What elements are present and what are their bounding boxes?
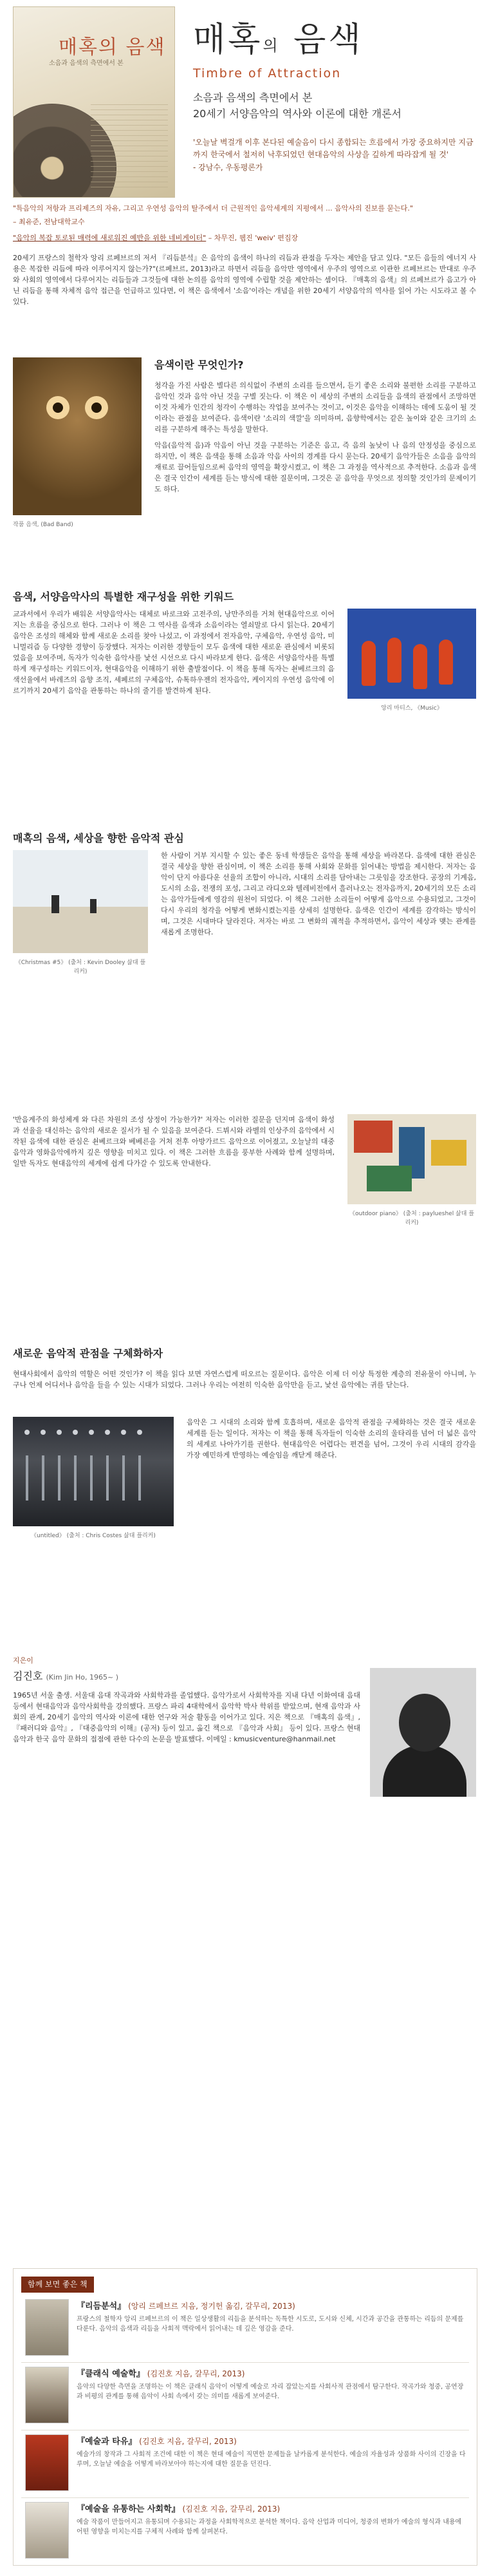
section-harmony-text: '반음계주의 화성체계 와 다른 차원의 조성 상정이 가능한가?' 저자는 이러한 질문을 던지며 음색이 화성과 선율을 대신하는 음악의 새로운 질서가 될 수 있음을 보여준다. 드뷔시와 라벨의 인상주의 음악에서 시작된 음색에 대한 관심은 쇤베르크와 베베른을 거쳐 전후 아방가르드 음악으로 이어졌고, 오늘날의 대중음악과 영화음악에까지 깊은 영향을 미치고 있다. 이 책은 그러한 흐름을 풍부한 사례와 함께 설명하며, 일반 독자도 현대음악의 세계에 쉽게 다가갈 수 있도록 안내한다.	[13, 1115, 335, 1168]
book-subtitle-1: 소음과 음색의 측면에서 본	[193, 91, 313, 104]
book-thumbnail	[25, 2367, 69, 2423]
book-header	[0, 0, 489, 203]
book-title-en: Timbre of Attraction	[193, 66, 342, 80]
outdoor-piano-image	[347, 1114, 476, 1204]
section-timbre	[0, 357, 489, 576]
author-photo	[370, 1668, 476, 1797]
matisse-caption: 앙리 마티스, 《Music》	[381, 705, 443, 712]
header-quote: '오늘날 벽걸개 이후 본다된 예술음이 다시 종합되는 흐름에서 가장 중요하지만 지금까지 한국에서 철저히 낙후되었던 현대음악의 사상을 깊하게 따라잡게 될 것' - 강남수, 우동평론가	[193, 138, 474, 173]
divider	[21, 2497, 469, 2498]
lead-quote-2[interactable]: "음악의 복잡 토로된 매력에 새로워진 예반을 위한 네비게이터"	[13, 234, 207, 243]
matisse-music-image	[347, 609, 476, 699]
cover-title: 매혹의 음색	[59, 36, 166, 59]
section-keyword-text: 교과서에서 우리가 배워온 서양음악사는 대체로 바로크와 고전주의, 낭만주의를 거쳐 현대음악으로 이어지는 흐름을 중심으로 한다. 그러나 이 책은 그 역사를 음색과 소음이라는 열쇠말로 다시 읽는다. 20세기 음악은 조성의 해체와 함께 새로운 소리를 찾아 나섰고, 이 과정에서 전자음악, 구체음악, 우연성 음악, 미니멀리즘 등 다양한 경향이 등장했다. 저자는 이러한 경향들이 모두 음색에 대한 새로운 관심에서 비롯되었음을 보여주며, 독자가 익숙한 음악사를 낯선 시선으로 다시 바라보게 한다. 음색은 서양음악사를 특별하게 재구성하는 키워드이자, 현대음악을 이해하기 위한 출발점이다. 이 책을 통해 독자는 쇤베르크의 음색선율에서 바레즈의 음향 조직, 셰페르의 구체음악, 슈톡하우젠의 전자음악, 케이지의 우연성 음악에 이르기까지 20세기 음악을 관통하는 하나의 줄기를 발견하게 된다.	[13, 610, 335, 696]
lead-quote-2-author: – 차무진, 웹진 'weiv' 편집장	[208, 234, 299, 243]
lead-quote-1: "특음악의 저항과 프리제즈의 자유, 그리고 우연성 음악의 탈주에서 더 근원적인 음악세계의 지평에서 ... 음악사의 진보를 묻는다."	[13, 204, 413, 213]
section-world	[0, 831, 489, 1101]
section-keyword-heading: 음색, 서양음악사의 특별한 재구성을 위한 키워드	[13, 591, 234, 603]
related-books-header: 함께 보면 좋은 책	[21, 2277, 94, 2293]
book-thumbnail	[25, 2502, 69, 2559]
related-book-title[interactable]: 『리듬분석』 (앙리 르페브르 지음, 정기헌 옮김, 갈무리, 2013)	[77, 2302, 295, 2311]
section-perspective-heading: 새로운 음악적 관점을 구체화하자	[13, 1347, 163, 1359]
related-book-desc: 예술가의 창작과 그 사회적 조건에 대한 이 책은 현대 예술이 직면한 문제들을 날카롭게 분석한다. 예술의 자율성과 상품화 사이의 긴장을 다루며, 오늘날 예술을 어떻게 바라보아야 하는지에 대한 질문을 던진다.	[77, 2451, 466, 2468]
lead-quotes	[0, 203, 489, 243]
cover-subtitle: 소음과 음색의 측면에서 본	[49, 60, 124, 67]
studio-caption: 《untitled》 (출처 : Chris Costes 삶대 플리커)	[31, 1533, 156, 1539]
outdoor-piano-caption: 《outdoor piano》 (출처 : paylueshel 삶대 플리커)	[349, 1211, 474, 1226]
author-section	[0, 1655, 489, 1913]
music-score-graphic	[91, 104, 168, 187]
related-book-item[interactable]	[21, 2365, 469, 2425]
section-timbre-text-1: 청각을 가진 사람은 별다른 의식없이 주변의 소리를 들으면서, 듣기 좋은 소리와 불편한 소리를 구분하고 음악인 것과 음악 아닌 것을 구별 짓는다. 이 책은 이 세상의 주변의 소리들을 음색의 관점에서 조망하면 이것 자체가 인간의 청각이 수행하는 작업을 보여주는 것이고, 이것은 음악을 이해하는 데에 도움이 될 것이라는 관점을 보여준다. 음색이란 '소리의 색깔'을 의미하며, 음향학에서는 같은 높이와 같은 크기의 소리를 구분하게 해주는 특성을 말한다.	[154, 381, 476, 433]
related-book-item[interactable]	[21, 2433, 469, 2492]
related-book-title[interactable]: 『클래식 예술학』 (김진호 지음, 갈무리, 2013)	[77, 2369, 245, 2379]
related-book-desc: 예술 작품이 만들어지고 유통되며 수용되는 과정을 사회학적으로 분석한 책이다. 음악 산업과 미디어, 청중의 변화가 예술의 형식과 내용에 어떤 영향을 미치는지를 구체적 사례와 함께 살펴본다.	[77, 2519, 462, 2535]
section-perspective-text-2: 음악은 그 시대의 소리와 함께 호흡하며, 새로운 음악적 관점을 구체화하는 것은 결국 새로운 세계를 듣는 일이다. 저자는 이 책을 통해 독자들이 익숙한 소리의 울타리를 넘어 더 넓은 음악의 세계로 나아가기를 권한다. 현대음악은 어렵다는 편견을 넘어, 그것이 우리 시대의 감각을 가장 예민하게 반영하는 예술임을 깨닫게 해준다.	[187, 1418, 476, 1460]
related-book-title[interactable]: 『예술과 타유』 (김진호 지음, 갈무리, 2013)	[77, 2437, 237, 2447]
section-timbre-text-2: 악음(음악적 음)과 악음이 아닌 것을 구분하는 기준은 음고, 즉 음의 높낮이 나 음의 안정성을 중심으로 하지만, 이 책은 음색을 통해 소음과 악음 사이의 경계를 다시 묻는다. 20세기 음악가들은 소음을 음악의 재료로 끌어들임으로써 음악의 영역을 확장시켰고, 이 책은 그 과정을 역사적으로 추적한다. 소음과 음색은 결국 인간이 세계를 듣는 방식에 대한 질문이며, 그것은 곧 음악을 무엇으로 정의할 것인가의 문제이기도 하다.	[154, 441, 476, 494]
section-perspective-text-1: 현대사회에서 음악의 역할은 어떤 것인가? 이 책을 읽다 보면 자연스럽게 떠오르는 질문이다. 음악은 이제 더 이상 특정한 계층의 전유물이 아니며, 누구나 언제 어디서나 음악을 들을 수 있는 시대가 되었다. 그러나 우리는 여전히 익숙한 음악만을 듣고, 낯선 음악에는 귀를 닫는다.	[13, 1369, 476, 1389]
book-title: 매혹의 음색	[193, 21, 364, 59]
book-thumbnail	[25, 2299, 69, 2356]
christmas-caption: 《Christmas #5》 (출처 : Kevin Dooley 삶대 플리커)	[15, 960, 146, 975]
section-world-heading: 매혹의 음색, 세상을 향한 음악적 관심	[13, 832, 184, 844]
lead-quote-1-author: – 최유준, 전남대학교수	[13, 218, 85, 227]
related-books-box	[13, 2268, 477, 2566]
section-harmony	[0, 1114, 489, 1320]
related-book-desc: 프랑스의 철학자 앙리 르페브르의 이 책은 일상생활의 리듬을 분석하는 독특한 시도로, 도시와 신체, 시간과 공간을 관통하는 리듬의 문제를 다룬다. 음악의 음색과 리듬을 사회적 맥락에서 읽어내는 데 깊은 영감을 준다.	[77, 2316, 464, 2333]
section-perspective	[0, 1346, 489, 1623]
book-cover-image	[13, 6, 175, 198]
section-keyword	[0, 589, 489, 808]
related-book-title[interactable]: 『예술을 유통하는 사회학』 (김진호 지음, 갈무리, 2013)	[77, 2505, 281, 2514]
bad-band-image	[13, 357, 142, 515]
christmas-image	[13, 850, 148, 953]
author-name: 김진호 (Kim Jin Ho, 1965~ )	[13, 1670, 119, 1683]
studio-mixer-image	[13, 1417, 174, 1526]
divider	[21, 2362, 469, 2363]
bad-band-caption: 작품 음색, (Bad Band)	[13, 522, 73, 528]
section-timbre-heading: 음색이란 무엇인가?	[154, 359, 244, 371]
book-thumbnail	[25, 2434, 69, 2491]
intro-section	[0, 252, 489, 307]
author-label: 지은이	[13, 1656, 33, 1665]
related-book-desc: 음악의 다양한 측면을 조명하는 이 책은 클래식 음악이 어떻게 예술로 자리 잡았는지를 사회사적 관점에서 탐구한다. 작곡가와 청중, 공연장과 비평의 관계를 통해 음악이 사회 속에서 갖는 의미를 새롭게 보여준다.	[77, 2383, 464, 2400]
intro-paragraph: 20세기 프랑스의 철학자 앙리 르페브르의 저서 『리듬분석』은 음악의 음색이 하나의 리듬과 관점을 두자는 제안을 담고 있다. "모든 음들의 에너지 사용은 복잡한 리듬에 따라 이루어지지 않는가?"(르페브르, 2013)라고 하면서 리듬을 음악만 영역에서 우주의 영역으로 이관한 르페브르는 반대로 우주와 사회의 영역에서 다루어지는 리듬들과 그것들에 대한 논의를 음악의 영역에 수립할 것을 제안하는 셈이다. 『매혹의 음색』의 르페브르가 음고가 아닌 리듬을 통해 자체적 음악 접근을 언급하고 있다면, 이 책은 음색에서 '소음'이라는 개념을 위한 20세기 서양음악의 역사를 읽어 가는 시도라고 볼 수 있다.	[13, 254, 476, 307]
related-book-item[interactable]	[21, 2501, 469, 2560]
book-subtitle-2: 20세기 서양음악의 역사와 이론에 대한 개론서	[193, 108, 401, 120]
related-book-item[interactable]	[21, 2298, 469, 2357]
author-bio: 1965년 서울 출생. 서울대 음대 작곡과와 사회학과를 졸업했다. 음악가로서 사회학자를 지내 다년 이화여대 음대 등에서 현대음악과 음악사회학을 강의했다. 프랑스 파리 4대학에서 음악학 박사 학위를 받았으며, 현재 음악과 사회의 관계, 20세기 음악의 역사와 이론에 대한 연구와 저술 활동을 이어가고 있다. 지은 책으로 『매혹의 음색』, 『패러디와 음악』, 『대중음악의 이해』(공저) 등이 있고, 옮긴 책으로 『음악과 사회』 등이 있다. 프랑스 현대음악과 한국 음악 문화의 접점에 관한 다수의 논문을 발표했다. 이메일 : kmusicventure@hanmail.net	[13, 1690, 360, 1744]
section-world-text: 한 사람이 거부 지시할 수 있는 좋은 동네 학생들은 음악을 통해 세상을 바라본다. 음색에 대한 관심은 결국 세상을 향한 관심이며, 이 책은 소리를 통해 사회와 문화를 읽어내는 방법을 제시한다. 저자는 음악이 단지 아름다운 선율의 조합이 아니라, 시대의 소리를 담아내는 그릇임을 강조한다. 공장의 기계음, 도시의 소음, 전쟁의 포성, 그리고 라디오와 텔레비전에서 흘러나오는 전자음까지, 20세기의 모든 소리는 음악가들에게 영감의 원천이 되었다. 이 책은 그러한 소리들이 어떻게 음악으로 수용되었고, 그것이 다시 우리의 청각을 어떻게 변화시켰는지를 상세히 설명한다. 음색은 인간이 세계를 감각하는 방식이며, 그것은 시대마다 달라진다. 저자는 바로 그 변화의 궤적을 추적하면서, 음악이 세상과 맺는 관계를 새롭게 조명한다.	[161, 851, 476, 937]
